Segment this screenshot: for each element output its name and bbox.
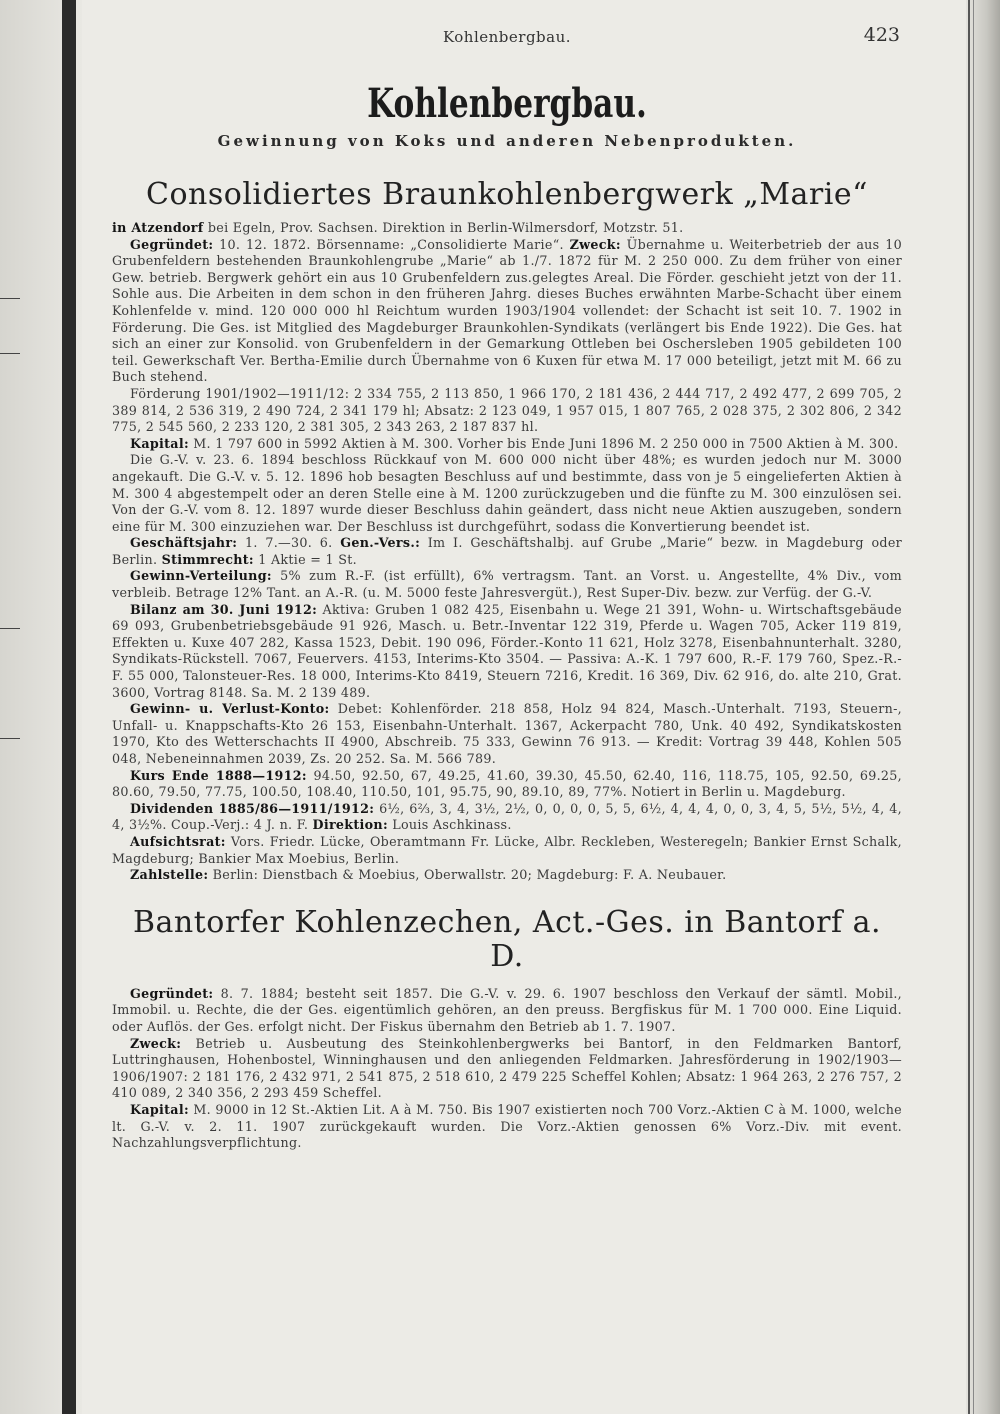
field-text: Berlin: Dienstbach & Moebius, Oberwallstr. 20; Magdeburg: F. A. Neubauer. bbox=[208, 867, 727, 883]
entry-paragraph bbox=[112, 986, 902, 1036]
field-text: 1. 7.—30. 6. bbox=[237, 535, 341, 551]
field-label: Kapital: bbox=[130, 1101, 189, 1117]
company-entries bbox=[112, 178, 902, 1152]
field-text: 1 Aktie = 1 St. bbox=[253, 551, 357, 567]
field-label: Zweck: bbox=[130, 1035, 182, 1051]
entry-paragraph bbox=[112, 1102, 902, 1152]
entry-paragraph bbox=[112, 452, 902, 535]
field-text: Betrieb u. Ausbeutung des Steinkohlenbergwerks bei Bantorf, in den Feldmarken Bantorf, Luttringhausen, Hohenbostel, Winninghausen und den anliegenden Feldmarken. Jahresförderung in 1902/1903—1906/1907: 2 181 176, 2 432 971, 2 541 875, 2 518 610, 2 479 225 Scheffel Kohlen; Absatz: 1 964 263, 2 276 757, 2 410 089, 2 340 356, 2 293 459 Scheffel. bbox=[112, 1035, 902, 1101]
entry-paragraph bbox=[112, 386, 902, 436]
entry-paragraph bbox=[112, 834, 902, 867]
field-label: Gewinn- u. Verlust-Konto: bbox=[130, 701, 330, 717]
field-text: 8. 7. 1884; besteht seit 1857. Die G.-V. v. 29. 6. 1907 beschloss den Verkauf der sämtl. Mobil., Immobil. u. Rechte, die der Ges. eigentümlich gehören, an den preuss. Bergfiskus für M. 1 700 000. Eine Liquid. oder Auflös. der Ges. erfolgt nicht. Der Fiskus übernahm den Betrieb ab 1. 7. 1907. bbox=[112, 985, 902, 1034]
entry-paragraph bbox=[112, 535, 902, 568]
field-text: 10. 12. 1872. Börsenname: „Consolidierte Marie“. bbox=[213, 236, 570, 252]
book-page bbox=[112, 24, 902, 1404]
field-label: Kapital: bbox=[130, 435, 189, 451]
running-head-title: Kohlenbergbau. bbox=[442, 28, 572, 46]
entry-paragraph bbox=[112, 237, 902, 386]
entry-paragraph bbox=[112, 768, 902, 801]
company-heading: Bantorfer Kohlenzechen, Act.-Ges. in Bantorf a. D. bbox=[132, 904, 882, 974]
right-edge-rule bbox=[968, 0, 970, 1414]
entry-paragraph bbox=[112, 801, 902, 834]
field-label: Kurs Ende 1888—1912: bbox=[130, 767, 307, 783]
entry-paragraph bbox=[112, 701, 902, 767]
field-label: in Atzendorf bbox=[112, 220, 204, 235]
running-head bbox=[112, 24, 902, 48]
field-text: Die G.-V. v. 23. 6. 1894 beschloss Rückkauf von M. 600 000 nicht über 48%; es wurden jedoch nur M. 3000 angekauft. Die G.-V. v. 5. 12. 1896 hob besagten Beschluss auf und bestimmte, dass von je 5 eingelieferten Aktien à M. 300 4 abgestempelt oder an deren Stelle eine à M. 1200 zurückzugeben und die fünfte zu M. 300 einzulösen sei. Von der G.-V. vom 8. 12. 1897 wurde dieser Beschluss dahin geändert, dass nicht neue Aktien auszugeben, sondern eine für M. 300 einzuziehen war. Der Beschluss ist durchgeführt, sodass die Konvertierung beendet ist. bbox=[112, 452, 902, 534]
left-margin-bleed bbox=[0, 0, 60, 1414]
field-text: Im I. Geschäftshalbj. auf Grube „Marie“ bezw. in Magdeburg oder Berlin. bbox=[112, 535, 903, 567]
company-body bbox=[112, 220, 902, 884]
page-number: 423 bbox=[863, 24, 900, 46]
field-text: Übernahme u. Weiterbetrieb der aus 10 Grubenfeldern bestehenden Braunkohlengrube „Marie“ ab 1./7. 1872 für M. 2 250 000. Zu dem früher von einer Gew. betrieb. Bergwerk gehört ein aus 10 Grubenfeldern zus.gelegtes Areal. Die Förder. geschieht jetzt von der 11. Sohle aus. Die Arbeiten in dem schon in den früheren Jahrg. dieses Buches erwähnten Marbe-Schacht über einem Kohlenfelde v. mind. 120 000 000 hl Reichtum wurden 1903/1904 vollendet: der Schacht ist seit 10. 7. 1902 in Förderung. Die Ges. ist Mitglied des Magdeburger Braunkohlen-Syndikats (verlängert bis Ende 1922). Die Ges. hat sich an einer zur Konsolid. von Grubenfeldern in der Gemarkung Ottleben bei Oschersleben 1905 gebildeten 100 teil. Gewerkschaft Ver. Bertha-Emilie durch Übernahme von 6 Kuxen für etwa M. 17 000 beteiligt, jetzt mit M. 66 zu Buch stehend. bbox=[112, 236, 902, 385]
company-heading: Consolidiertes Braunkohlenbergwerk „Marie“ bbox=[146, 177, 868, 212]
field-text: 6½, 6⅔, 3, 4, 3½, 2½, 0, 0, 0, 0, 5, 5, 6½, 4, 4, 4, 0, 0, 3, 4, 5, 5½, 5½, 4, 4, 4, 3½%. Coup.-Verj.: 4 J. n. F. bbox=[112, 800, 902, 833]
chapter-subtitle: Gewinnung von Koks und anderen Nebenprodukten. bbox=[217, 132, 797, 150]
field-text: 5% zum R.-F. (ist erfüllt), 6% vertragsm. Tant. an Vorst. u. Angestellte, 4% Div., vom verbleib. Betrage 12% Tant. an A.-R. (u. M. 5000 feste Jahresvergüt.), Rest Super-Div. bezw. zur Verfüg. der G.-V. bbox=[112, 568, 902, 601]
entry-paragraph bbox=[112, 1036, 902, 1102]
entry-paragraph bbox=[112, 867, 902, 884]
field-label: Direktion: bbox=[312, 817, 388, 833]
field-text: M. 9000 in 12 St.-Aktien Lit. A à M. 750. Bis 1907 existierten noch 700 Vorz.-Aktien C à M. 1000, welche lt. G.-V. v. 2. 11. 1907 zurückgekauft wurden. Die Vorz.-Aktien genossen 6% Vorz.-Div. mit event. Nachzahlungsverpflichtung. bbox=[112, 1101, 902, 1151]
field-label: Gewinn-Verteilung: bbox=[130, 568, 272, 584]
field-text: 94.50, 92.50, 67, 49.25, 41.60, 39.30, 45.50, 62.40, 116, 118.75, 105, 92.50, 69.25, 80.60, 79.50, 77.75, 100.50, 108.40, 110.50, 101, 95.75, 90, 89.10, 89, 77%. Notiert in Berlin u. Magdeburg. bbox=[112, 767, 903, 800]
field-text: Debet: Kohlenförder. 218 858, Holz 94 824, Masch.-Unterhalt. 7193, Steuern-, Unfall- u. Knappschafts-Kto 26 153, Eisenbahn-Unterhalt. 1367, Ackerpacht 780, Unk. 40 492, Syndikatskosten 1970, Kto des Wetterschachts II 4900, Abschreib. 75 333, Gewinn 76 913. — Kredit: Vortrag 39 448, Kohlen 505 048, Nebeneinnahmen 2039, Zs. 20 252. Sa. M. 566 789. bbox=[112, 701, 903, 766]
field-label: Dividenden 1885/86—1911/1912: bbox=[130, 800, 375, 816]
entry-paragraph bbox=[112, 602, 902, 702]
field-text: Aktiva: Gruben 1 082 425, Eisenbahn u. Wege 21 391, Wohn- u. Wirtschaftsgebäude 69 093, Grubenbetriebsgebäude 91 926, Masch. u. Betr.-Inventar 122 319, Pferde u. Wagen 705, Acker 119 819, Effekten u. Kuxe 407 282, Kassa 1523, Debit. 190 096, Förder.-Konto 11 621, Holz 3278, Eisenbahnunterhalt. 3280, Syndikats-Rückstell. 7067, Feuervers. 4153, Interims-Kto 3504. — Passiva: A.-K. 1 797 600, R.-F. 179 760, Spez.-R.-F. 55 000, Talonsteuer-Res. 18 000, Interims-Kto 8419, Steuern 7216, Kredit. 16 369, Div. 62 916, do. alte 210, Grat. 3600, Vortrag 8148. Sa. M. 2 139 489. bbox=[112, 601, 902, 700]
field-text: Förderung 1901/1902—1911/12: 2 334 755, 2 113 850, 1 966 170, 2 181 436, 2 444 717, 2 492 477, 2 699 705, 2 389 814, 2 536 319, 2 490 724, 2 341 179 hl; Absatz: 2 123 049, 1 957 015, 1 807 765, 2 028 375, 2 302 806, 2 342 775, 2 545 560, 2 233 120, 2 381 305, 2 343 263, 2 187 837 hl. bbox=[112, 385, 902, 435]
entry-paragraph bbox=[112, 436, 902, 453]
field-label: Aufsichtsrat: bbox=[130, 833, 226, 849]
company-body bbox=[112, 986, 902, 1152]
field-text: bei Egeln, Prov. Sachsen. Direktion in Berlin-Wilmersdorf, Motzstr. 51. bbox=[203, 220, 684, 235]
field-label: Bilanz am 30. Juni 1912: bbox=[130, 601, 318, 617]
field-text: Louis Aschkinass. bbox=[387, 817, 512, 833]
chapter-title: Kohlenbergbau. bbox=[367, 80, 647, 127]
entry-paragraph bbox=[112, 568, 902, 601]
field-text: Vors. Friedr. Lücke, Oberamtmann Fr. Lücke, Albr. Reckleben, Westeregeln; Bankier Ernst Schalk, Magdeburg; Bankier Max Moebius, Berlin. bbox=[112, 833, 902, 866]
right-edge-rule-thin bbox=[973, 0, 974, 1414]
field-label: Geschäftsjahr: bbox=[130, 535, 238, 551]
field-label: Zweck: bbox=[569, 236, 621, 252]
binding-gutter bbox=[62, 0, 76, 1414]
field-label: Stimmrecht: bbox=[161, 551, 254, 567]
field-label: Gegründet: bbox=[130, 236, 214, 252]
entry-paragraph bbox=[112, 220, 902, 237]
field-label: Zahlstelle: bbox=[130, 867, 209, 883]
field-text: M. 1 797 600 in 5992 Aktien à M. 300. Vorher bis Ende Juni 1896 M. 2 250 000 in 7500 Aktien à M. 300. bbox=[188, 435, 899, 451]
field-label: Gegründet: bbox=[130, 985, 214, 1001]
field-label: Gen.-Vers.: bbox=[340, 535, 421, 551]
page-right-edge bbox=[966, 0, 1000, 1414]
